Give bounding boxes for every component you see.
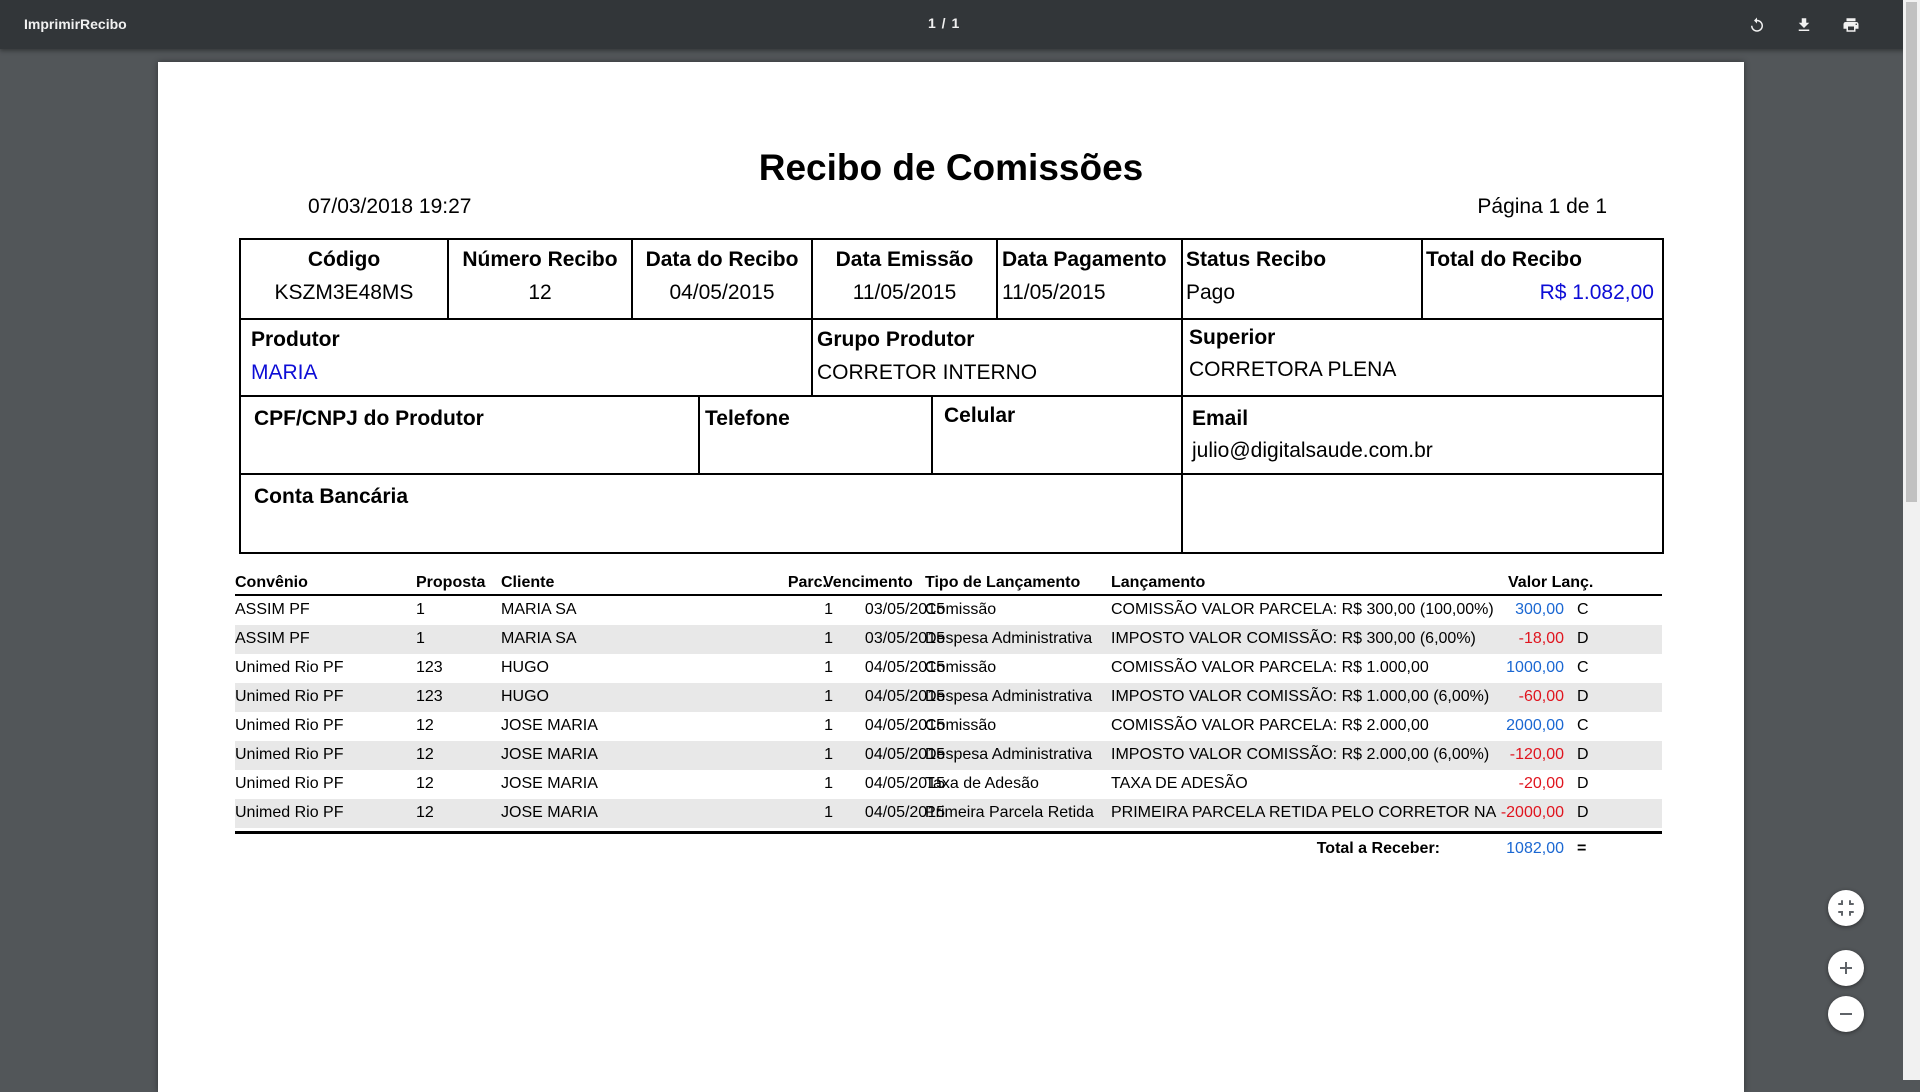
grupo-produtor-label: Grupo Produtor xyxy=(817,328,975,351)
cliente-cell: JOSE MARIA xyxy=(501,804,598,821)
lancamento-cell: TAXA DE ADESÃO xyxy=(1111,775,1248,792)
column-header: Convênio xyxy=(235,574,308,591)
valor-cell: 2000,00 xyxy=(1506,717,1564,734)
proposta-cell: 1 xyxy=(416,601,425,618)
scrollbar-thumb[interactable] xyxy=(1906,2,1917,502)
parcela-cell: 1 xyxy=(824,746,833,763)
convenio-cell: Unimed Rio PF xyxy=(235,804,344,821)
tipo-lancamento-cell: Despesa Administrativa xyxy=(925,630,1093,647)
convenio-cell: Unimed Rio PF xyxy=(235,688,344,705)
convenio-cell: ASSIM PF xyxy=(235,630,310,647)
convenio-cell: Unimed Rio PF xyxy=(235,746,344,763)
data-recibo-label: Data do Recibo xyxy=(645,248,799,271)
column-header: Parc. xyxy=(787,574,827,591)
cliente-cell: MARIA SA xyxy=(501,630,577,647)
parcela-cell: 1 xyxy=(824,659,833,676)
credit-debit-cell: D xyxy=(1577,688,1589,705)
credit-debit-cell: C xyxy=(1577,659,1589,676)
zoom-out-button[interactable] xyxy=(1828,996,1864,1032)
convenio-cell: Unimed Rio PF xyxy=(235,775,344,792)
divider xyxy=(698,395,700,473)
codigo-label: Código xyxy=(307,248,381,271)
launches-table xyxy=(235,570,1662,864)
codigo-value: KSZM3E48MS xyxy=(274,281,414,304)
table-row xyxy=(235,712,1662,741)
column-header: Vencimento xyxy=(823,574,913,591)
document-title: ImprimirRecibo xyxy=(24,16,127,32)
lancamento-cell: PRIMEIRA PARCELA RETIDA PELO CORRETOR NA xyxy=(1111,804,1497,821)
print-button[interactable] xyxy=(1839,13,1863,37)
total-symbol: = xyxy=(1577,840,1587,857)
vencimento-cell: 04/05/2015 xyxy=(864,775,945,792)
convenio-cell: Unimed Rio PF xyxy=(235,717,344,734)
receipt-title: Recibo de Comissões xyxy=(758,147,1144,188)
zoom-in-button[interactable] xyxy=(1828,950,1864,986)
proposta-cell: 12 xyxy=(416,804,434,821)
download-button[interactable] xyxy=(1792,13,1816,37)
parcela-cell: 1 xyxy=(824,688,833,705)
divider xyxy=(931,395,933,473)
convenio-cell: ASSIM PF xyxy=(235,601,310,618)
data-recibo-value: 04/05/2015 xyxy=(669,281,775,304)
fit-to-page-icon xyxy=(1838,900,1854,916)
divider xyxy=(1181,473,1183,554)
total-recibo-label: Total do Recibo xyxy=(1426,248,1582,271)
valor-cell: -2000,00 xyxy=(1500,804,1564,821)
divider xyxy=(811,318,813,395)
celular-label: Celular xyxy=(944,404,1016,427)
fit-to-page-button[interactable] xyxy=(1828,890,1864,926)
rotate-icon xyxy=(1748,16,1766,34)
tipo-lancamento-cell: Comissão xyxy=(925,659,997,676)
cliente-cell: JOSE MARIA xyxy=(501,717,598,734)
vencimento-cell: 04/05/2015 xyxy=(864,717,945,734)
lancamento-cell: COMISSÃO VALOR PARCELA: R$ 1.000,00 xyxy=(1111,659,1429,676)
table-row xyxy=(235,799,1662,828)
total-receber-value: 1082,00 xyxy=(1506,840,1564,857)
vencimento-cell: 04/05/2015 xyxy=(864,804,945,821)
credit-debit-cell: D xyxy=(1577,775,1589,792)
cliente-cell: HUGO xyxy=(501,659,549,676)
receipt-header-box xyxy=(239,238,1664,554)
page-indicator: 1 / 1 xyxy=(928,15,961,31)
status-label: Status Recibo xyxy=(1186,248,1327,271)
tipo-lancamento-cell: Comissão xyxy=(925,601,997,618)
total-recibo-value: R$ 1.082,00 xyxy=(1539,281,1654,304)
cliente-cell: JOSE MARIA xyxy=(501,746,598,763)
table-row xyxy=(235,625,1662,654)
divider xyxy=(1421,240,1423,318)
superior-value: CORRETORA PLENA xyxy=(1189,358,1397,381)
tipo-lancamento-cell: Comissão xyxy=(925,717,997,734)
table-row xyxy=(235,683,1662,712)
tipo-lancamento-cell: Despesa Administrativa xyxy=(925,688,1093,705)
cliente-cell: JOSE MARIA xyxy=(501,775,598,792)
valor-cell: -20,00 xyxy=(1518,775,1564,792)
data-pagamento-value: 11/05/2015 xyxy=(1002,281,1106,304)
download-icon xyxy=(1795,16,1813,34)
table-row xyxy=(235,770,1662,799)
proposta-cell: 12 xyxy=(416,746,434,763)
table-row xyxy=(235,741,1662,770)
lancamento-cell: COMISSÃO VALOR PARCELA: R$ 2.000,00 xyxy=(1111,717,1429,734)
divider xyxy=(1181,318,1183,395)
divider xyxy=(241,473,1662,475)
rotate-button[interactable] xyxy=(1745,13,1769,37)
divider xyxy=(1181,395,1183,473)
valor-cell: 300,00 xyxy=(1515,601,1564,618)
column-header: Proposta xyxy=(416,574,486,591)
numero-recibo-label: Número Recibo xyxy=(462,248,618,271)
valor-cell: -120,00 xyxy=(1509,746,1564,763)
vencimento-cell: 04/05/2015 xyxy=(864,688,945,705)
conta-bancaria-label: Conta Bancária xyxy=(254,485,409,508)
zoom-out-icon xyxy=(1838,1006,1854,1022)
vencimento-cell: 04/05/2015 xyxy=(864,659,945,676)
produtor-label: Produtor xyxy=(251,328,340,351)
column-header: Valor Lanç. xyxy=(1508,574,1594,591)
credit-debit-cell: C xyxy=(1577,717,1589,734)
valor-cell: -60,00 xyxy=(1518,688,1564,705)
lancamento-cell: IMPOSTO VALOR COMISSÃO: R$ 1.000,00 (6,00%) xyxy=(1111,688,1490,705)
print-datetime: 07/03/2018 19:27 xyxy=(308,195,472,218)
email-label: Email xyxy=(1192,407,1249,430)
parcela-cell: 1 xyxy=(824,804,833,821)
divider xyxy=(996,240,998,318)
divider xyxy=(241,318,1662,320)
column-header: Cliente xyxy=(501,574,555,591)
vencimento-cell: 04/05/2015 xyxy=(864,746,945,763)
pdf-page xyxy=(158,62,1744,1092)
valor-cell: 1000,00 xyxy=(1506,659,1564,676)
page-number: Página 1 de 1 xyxy=(1477,195,1607,218)
parcela-cell: 1 xyxy=(824,717,833,734)
table-row xyxy=(235,654,1662,683)
zoom-in-icon xyxy=(1838,960,1854,976)
total-row xyxy=(235,831,1662,864)
divider xyxy=(241,395,1662,397)
valor-cell: -18,00 xyxy=(1518,630,1564,647)
email-value: julio@digitalsaude.com.br xyxy=(1192,439,1433,462)
grupo-produtor-value: CORRETOR INTERNO xyxy=(817,361,1038,384)
column-header: Tipo de Lançamento xyxy=(925,574,1081,591)
telefone-label: Telefone xyxy=(705,407,790,430)
credit-debit-cell: D xyxy=(1577,630,1589,647)
proposta-cell: 123 xyxy=(416,688,443,705)
lancamento-cell: COMISSÃO VALOR PARCELA: R$ 300,00 (100,00%) xyxy=(1111,601,1494,618)
numero-recibo-value: 12 xyxy=(528,281,552,304)
print-icon xyxy=(1842,16,1860,34)
tipo-lancamento-cell: Despesa Administrativa xyxy=(925,746,1093,763)
column-header: Lançamento xyxy=(1111,574,1206,591)
proposta-cell: 12 xyxy=(416,775,434,792)
cliente-cell: HUGO xyxy=(501,688,549,705)
data-emissao-label: Data Emissão xyxy=(835,248,974,271)
convenio-cell: Unimed Rio PF xyxy=(235,659,344,676)
data-emissao-value: 11/05/2015 xyxy=(852,281,957,304)
lancamento-cell: IMPOSTO VALOR COMISSÃO: R$ 300,00 (6,00%) xyxy=(1111,630,1476,647)
table-row xyxy=(235,596,1662,625)
credit-debit-cell: D xyxy=(1577,804,1589,821)
table-header xyxy=(235,570,1662,596)
lancamento-cell: IMPOSTO VALOR COMISSÃO: R$ 2.000,00 (6,00%) xyxy=(1111,746,1490,763)
tipo-lancamento-cell: Taxa de Adesão xyxy=(925,775,1039,792)
pdf-toolbar xyxy=(0,0,1920,49)
vencimento-cell: 03/05/2015 xyxy=(864,601,945,618)
cpf-cnpj-label: CPF/CNPJ do Produtor xyxy=(254,407,484,430)
parcela-cell: 1 xyxy=(824,775,833,792)
vencimento-cell: 03/05/2015 xyxy=(864,630,945,647)
data-pagamento-label: Data Pagamento xyxy=(1002,248,1167,271)
cliente-cell: MARIA SA xyxy=(501,601,577,618)
proposta-cell: 1 xyxy=(416,630,425,647)
proposta-cell: 12 xyxy=(416,717,434,734)
parcela-cell: 1 xyxy=(824,601,833,618)
vertical-scrollbar[interactable] xyxy=(1903,0,1920,1080)
superior-label: Superior xyxy=(1189,326,1276,349)
tipo-lancamento-cell: Primeira Parcela Retida xyxy=(925,804,1094,821)
credit-debit-cell: D xyxy=(1577,746,1589,763)
credit-debit-cell: C xyxy=(1577,601,1589,618)
proposta-cell: 123 xyxy=(416,659,443,676)
status-value: Pago xyxy=(1186,281,1236,304)
divider xyxy=(1181,240,1183,318)
parcela-cell: 1 xyxy=(824,630,833,647)
produtor-value: MARIA xyxy=(251,361,318,384)
total-receber-label: Total a Receber: xyxy=(1316,840,1440,857)
